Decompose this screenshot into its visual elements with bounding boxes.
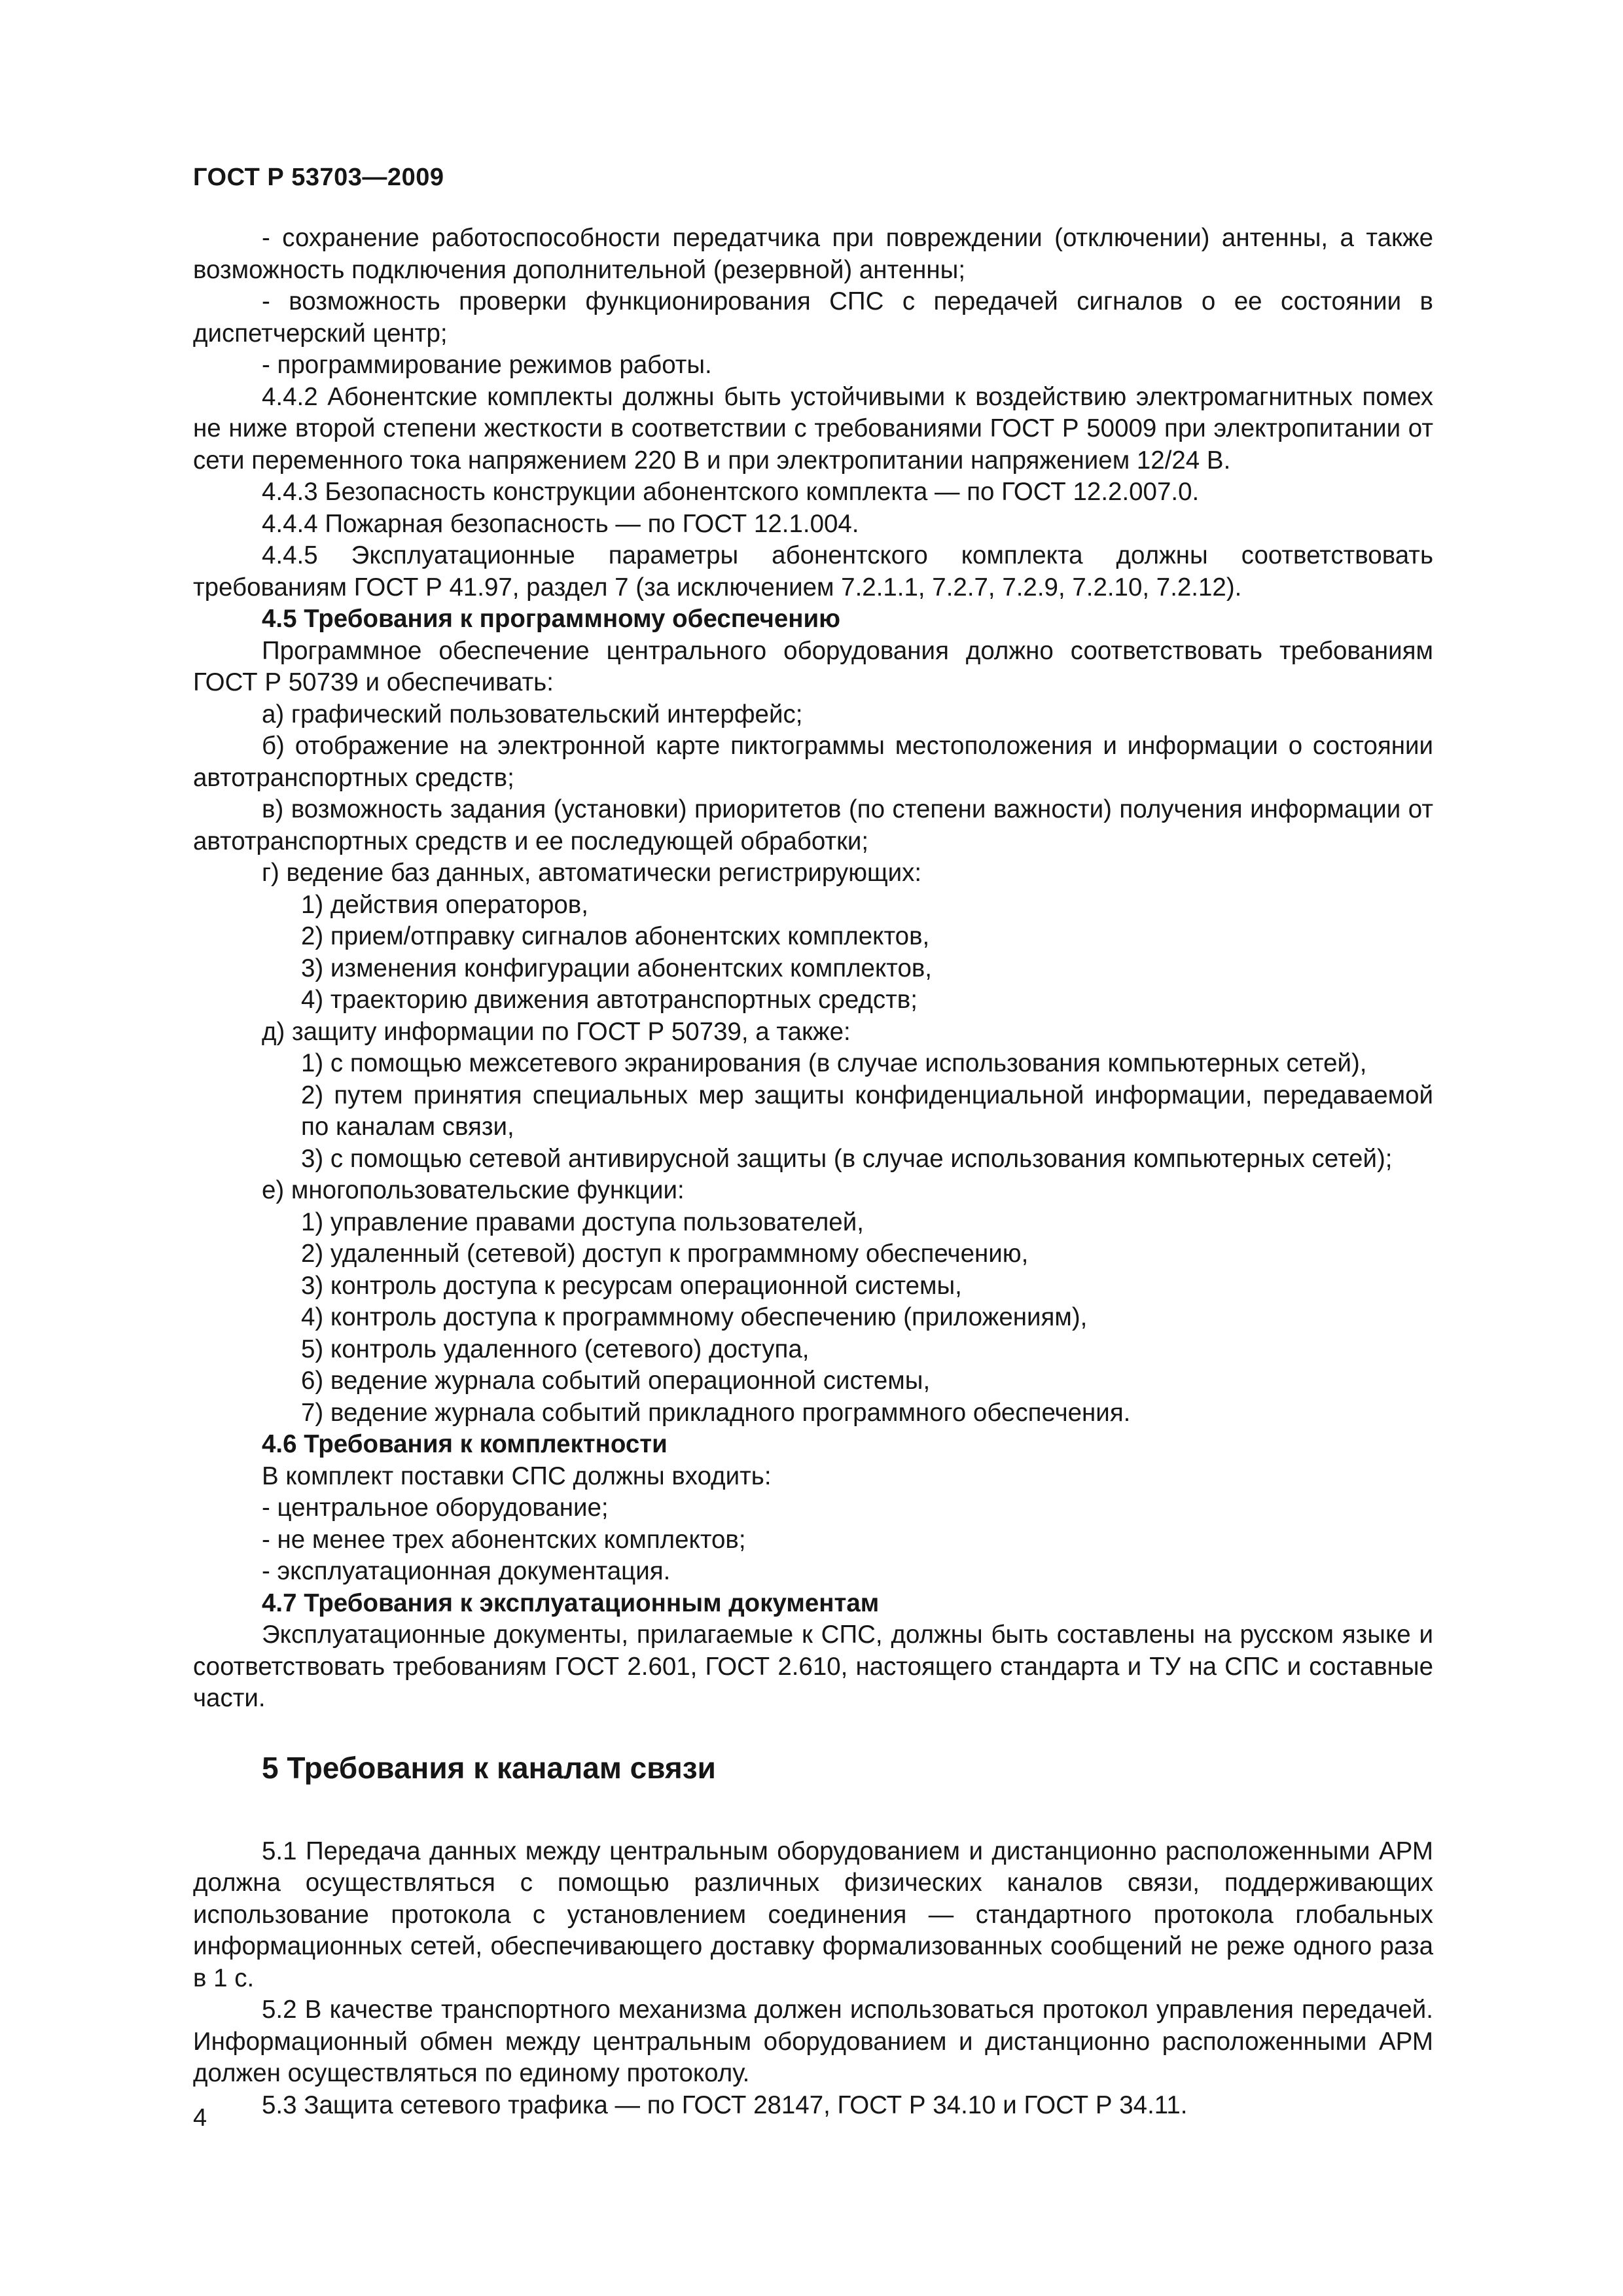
bullet-mode-programming: - программирование режимов работы.: [262, 351, 712, 379]
clause-5-1: 5.1 Передача данных между центральным оборудованием и дистанционно расположенными АРМ должна осуществляться с помощью различных физических каналов связи, поддерживающих использование протокола с установлением соединения — стандартного протокола глобальных информационных сетей, обеспечивающего доставку формализованных сообщений не реже одного раза в 1 с.: [193, 1837, 1433, 1992]
clause-5-2: 5.2 В качестве транспортного механизма должен использоваться протокол управления передачей. Информационный обмен между центральным оборудованием и дистанционно расположенными АРМ должен осуществляться по единому протоколу.: [193, 1996, 1433, 2087]
list-item-e-2: 2) удаленный (сетевой) доступ к программному обеспечению,: [301, 1240, 1029, 1268]
bullet-subscriber-kits: - не менее трех абонентских комплектов;: [262, 1525, 746, 1554]
clause-4-4-5: 4.4.5 Эксплуатационные параметры абонентского комплекта должны соответствовать требованиям ГОСТ Р 41.97, раздел 7 (за исключением 7.2.1.1, 7.2.7, 7.2.9, 7.2.10, 7.2.12).: [193, 541, 1433, 601]
clause-5-3: 5.3 Защита сетевого трафика — по ГОСТ 28147, ГОСТ Р 34.10 и ГОСТ Р 34.11.: [262, 2090, 1188, 2119]
list-item-e-3: 3) контроль доступа к ресурсам операционной системы,: [301, 1271, 962, 1300]
list-item-e-7: 7) ведение журнала событий прикладного программного обеспечения.: [301, 1398, 1131, 1427]
list-item-g-4: 4) траекторию движения автотранспортных средств;: [301, 986, 918, 1014]
chapter-heading-5: 5 Требования к каналам связи: [262, 1750, 716, 1785]
list-item-a: а) графический пользовательский интерфейс;: [262, 700, 803, 728]
bullet-functional-check: - возможность проверки функционирования СПС с передачей сигналов о ее состоянии в диспетчерский центр;: [193, 287, 1433, 348]
bullet-documentation: - эксплуатационная документация.: [262, 1557, 671, 1585]
list-item-e-4: 4) контроль доступа к программному обеспечению (приложениям),: [301, 1303, 1088, 1331]
list-item-v: в) возможность задания (установки) приоритетов (по степени важности) получения информации от автотранспортных средств и ее последующей обработки;: [193, 795, 1433, 855]
list-item-g: г) ведение баз данных, автоматически регистрирующих:: [262, 859, 922, 887]
clause-4-6-intro: В комплект поставки СПС должны входить:: [262, 1462, 772, 1490]
list-item-e-6: 6) ведение журнала событий операционной системы,: [301, 1367, 931, 1395]
section-heading-4-6: 4.6 Требования к комплектности: [262, 1430, 668, 1458]
list-item-e-1: 1) управление правами доступа пользователей,: [301, 1208, 864, 1236]
bullet-transmitter-antenna: - сохранение работоспособности передатчика при повреждении (отключении) антенны, а также возможность подключения дополнительной (резервной) антенны;: [193, 224, 1433, 284]
bullet-central-equipment: - центральное оборудование;: [262, 1494, 609, 1522]
list-item-d: д) защиту информации по ГОСТ Р 50739, а также:: [262, 1017, 851, 1046]
clause-4-4-4: 4.4.4 Пожарная безопасность — по ГОСТ 12.1.004.: [262, 509, 859, 538]
document-header: ГОСТ Р 53703—2009: [193, 164, 444, 191]
section-heading-4-5: 4.5 Требования к программному обеспечению: [262, 605, 841, 633]
list-item-g-1: 1) действия операторов,: [301, 890, 588, 919]
list-item-d-2: 2) путем принятия специальных мер защиты конфиденциальной информации, передаваемой по каналам связи,: [301, 1081, 1433, 1141]
page-number: 4: [193, 2104, 207, 2132]
section-heading-4-7: 4.7 Требования к эксплуатационным документам: [262, 1588, 880, 1617]
clause-4-7: Эксплуатационные документы, прилагаемые к СПС, должны быть составлены на русском языке и соответствовать требованиям ГОСТ 2.601, ГОСТ 2.610, настоящего стандарта и ТУ на СПС и составные части.: [193, 1621, 1433, 1712]
clause-4-4-3: 4.4.3 Безопасность конструкции абонентского комплекта — по ГОСТ 12.2.007.0.: [262, 478, 1200, 506]
list-item-e-5: 5) контроль удаленного (сетевого) доступа,: [301, 1335, 810, 1363]
list-item-g-3: 3) изменения конфигурации абонентских комплектов,: [301, 954, 933, 982]
list-item-b: б) отображение на электронной карте пиктограммы местоположения и информации о состоянии автотранспортных средств;: [193, 732, 1433, 792]
clause-4-4-2: 4.4.2 Абонентские комплекты должны быть устойчивыми к воздействию электромагнитных помех не ниже второй степени жесткости в соответствии с требованиями ГОСТ Р 50009 при электропитании от сети переменного тока напряжением 220 В и при электропитании напряжением 12/24 В.: [193, 382, 1433, 475]
clause-4-5-intro: Программное обеспечение центрального оборудования должно соответствовать требованиям ГОСТ Р 50739 и обеспечивать:: [193, 636, 1433, 696]
document-body: [193, 223, 1433, 2121]
list-item-e: е) многопользовательские функции:: [262, 1176, 685, 1204]
list-item-d-3: 3) с помощью сетевой антивирусной защиты (в случае использования компьютерных сетей);: [301, 1144, 1393, 1173]
list-item-g-2: 2) прием/отправку сигналов абонентских комплектов,: [301, 922, 930, 950]
list-item-d-1: 1) с помощью межсетевого экранирования (в случае использования компьютерных сетей),: [301, 1049, 1367, 1077]
